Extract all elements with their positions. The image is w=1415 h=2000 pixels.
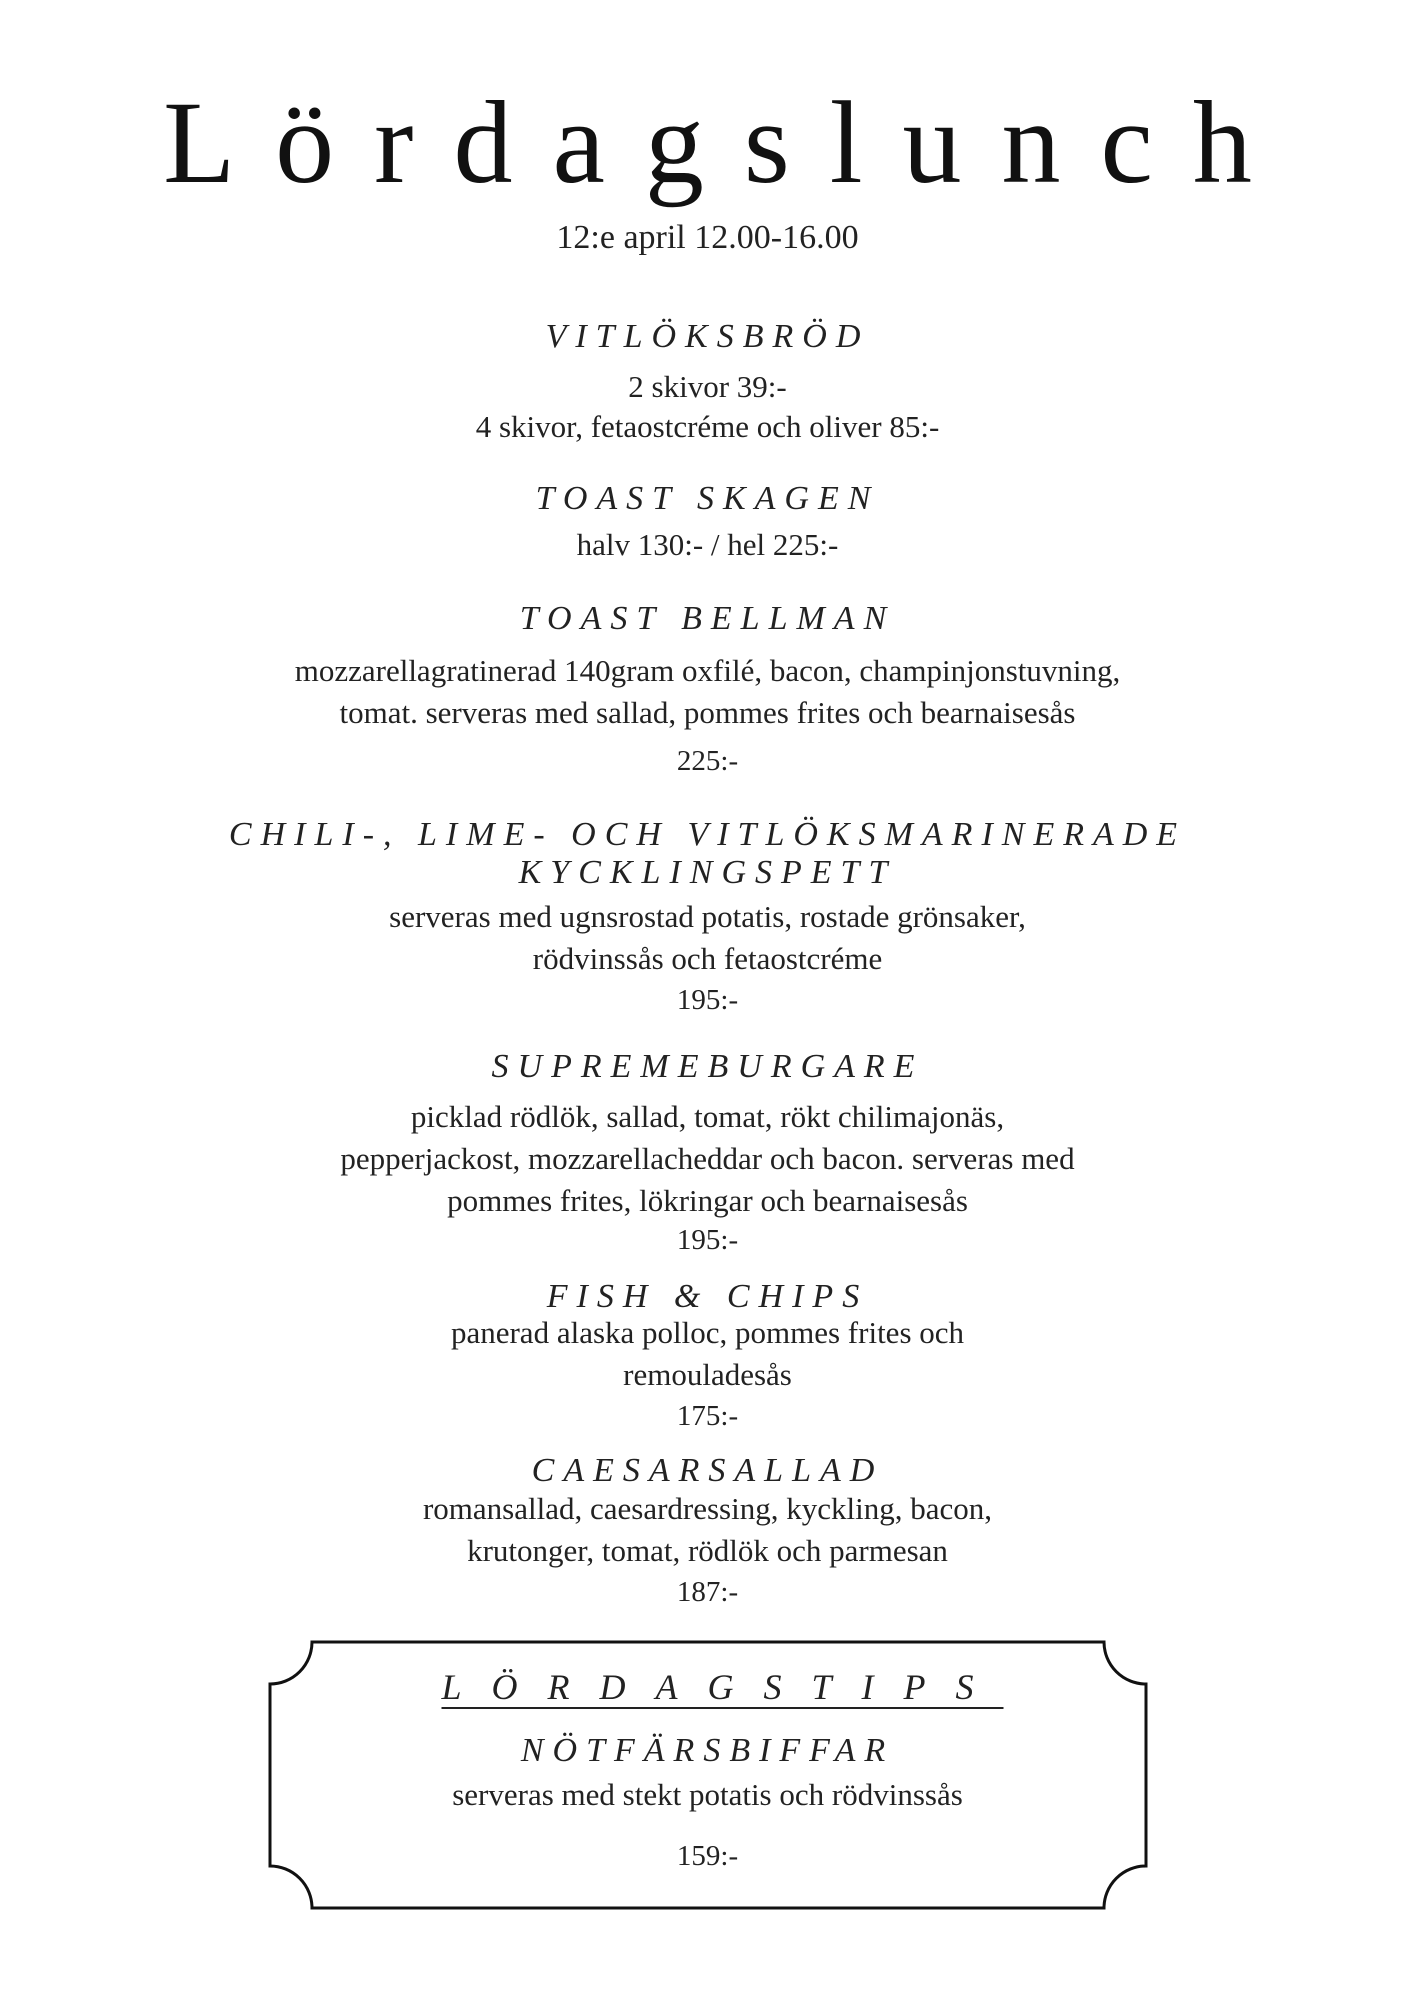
tip-heading: LÖRDAGSTIPS [441,1667,1004,1707]
item-line: rödvinssås och fetaostcréme [532,941,883,976]
item-line: mozzarellagratinerad 140gram oxfilé, bacon, champinjonstuvning, [294,653,1121,688]
item-line: tomat. serveras med sallad, pommes frites och bearnaisesås [339,695,1076,730]
item-price: 175:- [676,1400,739,1432]
item-price: 225:- [676,745,739,777]
item-price: 187:- [676,1576,739,1608]
item-name-fish-chips: FISH & CHIPS [546,1278,869,1315]
item-price: 195:- [676,1224,739,1256]
item-line: serveras med ugnsrostad potatis, rostade grönsaker, [389,899,1026,934]
item-name-toast-bellman: TOAST BELLMAN [519,600,896,637]
page-title: Lördagslunch [163,77,1292,208]
date-time: 12:e april 12.00-16.00 [556,219,859,256]
item-line: halv 130:- / hel 225:- [576,527,839,562]
item-line: romansallad, caesardressing, kyckling, bacon, [422,1491,992,1526]
item-name-kycklingspett-line1: CHILI-, LIME- OCH VITLÖKSMARINERADE [228,816,1187,853]
tip-description: serveras med stekt potatis och rödvinssås [452,1777,963,1812]
item-name-caesarsallad: CAESARSALLAD [531,1452,884,1489]
tip-item-name: NÖTFÄRSBIFFAR [520,1732,895,1769]
item-name-vitloksbrod: VITLÖKSBRÖD [545,318,870,355]
item-name-toast-skagen: TOAST SKAGEN [535,480,880,517]
item-line: pommes frites, lökringar och bearnaisesås [447,1183,968,1218]
item-line: krutonger, tomat, rödlök och parmesan [467,1533,948,1568]
item-name-supremeburgare: SUPREMEBURGARE [491,1048,924,1085]
item-line: pepperjackost, mozzarellacheddar och bacon. serveras med [340,1141,1075,1176]
item-line: panerad alaska polloc, pommes frites och [450,1315,965,1350]
item-name-kycklingspett-line2: KYCKLINGSPETT [518,854,897,891]
item-price: 195:- [676,984,739,1016]
item-line: picklad rödlök, sallad, tomat, rökt chilimajonäs, [410,1099,1005,1134]
item-line: 4 skivor, fetaostcréme och oliver 85:- [475,409,940,444]
tip-price: 159:- [676,1840,739,1872]
item-line: remouladesås [623,1357,792,1392]
item-line: 2 skivor 39:- [628,369,787,404]
